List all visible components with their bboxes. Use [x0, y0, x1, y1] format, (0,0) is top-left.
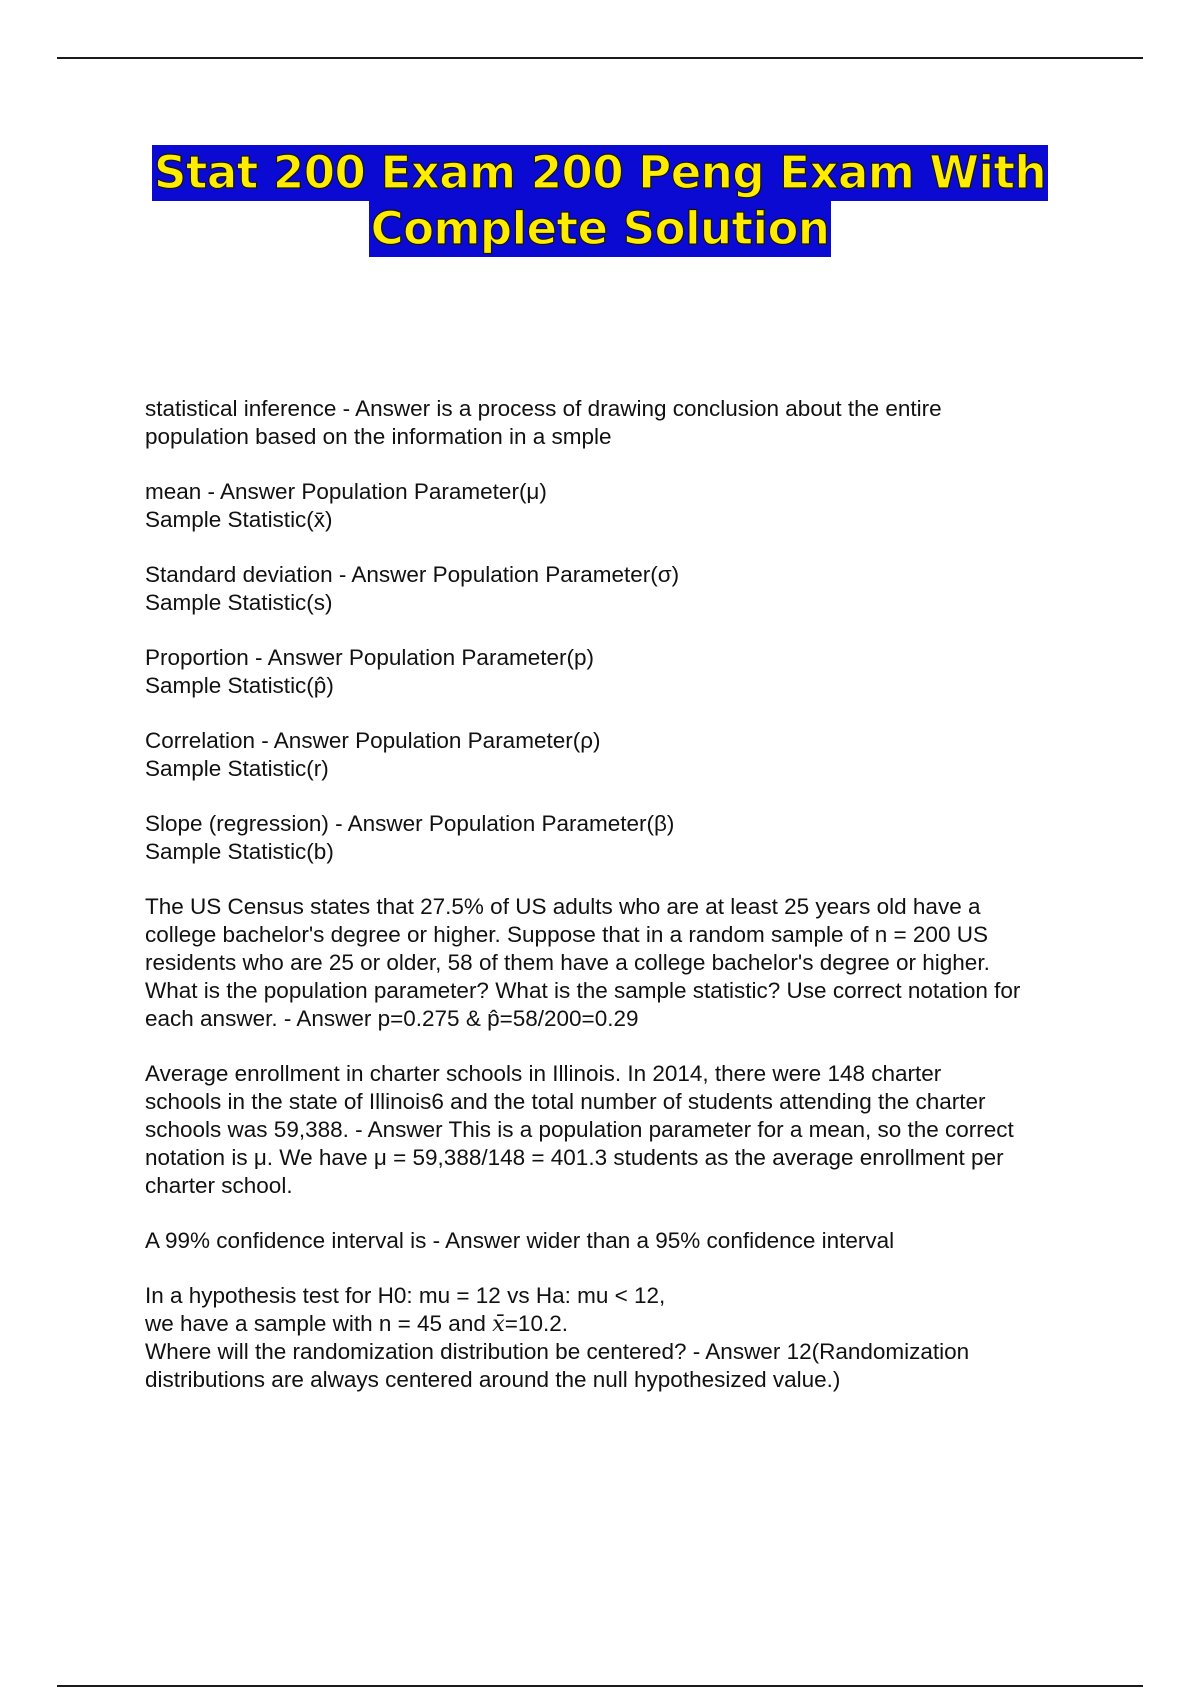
- text-line: Where will the randomization distribution be centered? - Answer 12(Randomization: [145, 1339, 970, 1364]
- text-line: schools was 59,388. - Answer This is a population parameter for a mean, so the correct: [145, 1117, 1014, 1142]
- document-body: [145, 395, 1095, 1421]
- text-line: Slope (regression) - Answer Population Parameter(β): [145, 811, 675, 836]
- text-line: Sample Statistic(p̂): [145, 673, 334, 698]
- document-title: [0, 145, 1200, 257]
- top-rule: [57, 57, 1143, 59]
- qa-entry: [145, 561, 1095, 617]
- text-line: In a hypothesis test for H0: mu = 12 vs Ha: mu < 12,: [145, 1283, 666, 1308]
- text-line: Correlation - Answer Population Parameter(ρ): [145, 728, 601, 753]
- text-line: A 99% confidence interval is - Answer wider than a 95% confidence interval: [145, 1228, 895, 1253]
- text-line: population based on the information in a smple: [145, 424, 612, 449]
- text-line: distributions are always centered around the null hypothesized value.): [145, 1367, 841, 1392]
- qa-entry: [145, 893, 1095, 1033]
- title-line-2: Complete Solution: [370, 202, 830, 255]
- qa-entry: [145, 395, 1095, 451]
- text-line: notation is μ. We have μ = 59,388/148 = 401.3 students as the average enrollment per: [145, 1145, 1004, 1170]
- text-line: Sample Statistic(b): [145, 839, 334, 864]
- text-line: The US Census states that 27.5% of US adults who are at least 25 years old have a: [145, 894, 981, 919]
- text-line: Sample Statistic(r): [145, 756, 329, 781]
- text-line: Average enrollment in charter schools in Illinois. In 2014, there were 148 charter: [145, 1061, 942, 1086]
- text-line: [145, 1310, 1095, 1338]
- qa-entry: [145, 727, 1095, 783]
- text-line: college bachelor's degree or higher. Suppose that in a random sample of n = 200 US: [145, 922, 988, 947]
- qa-entry-hypothesis: [145, 1282, 1095, 1394]
- text-line: charter school.: [145, 1173, 293, 1198]
- qa-entry: [145, 1227, 1095, 1255]
- qa-entry: [145, 478, 1095, 534]
- text-fragment: =10.2.: [504, 1311, 568, 1336]
- text-line: Sample Statistic(s): [145, 590, 333, 615]
- text-line: mean - Answer Population Parameter(μ): [145, 479, 547, 504]
- qa-entry: [145, 1060, 1095, 1200]
- qa-entry: [145, 810, 1095, 866]
- title-line-1: Stat 200 Exam 200 Peng Exam With: [153, 146, 1047, 199]
- text-line: residents who are 25 or older, 58 of them have a college bachelor's degree or higher.: [145, 950, 990, 975]
- text-line: schools in the state of Illinois6 and the total number of students attending the charter: [145, 1089, 986, 1114]
- text-fragment: we have a sample with n = 45 and: [145, 1311, 493, 1336]
- text-line: each answer. - Answer p=0.275 & p̂=58/200=0.29: [145, 1006, 639, 1031]
- text-line: What is the population parameter? What is the sample statistic? Use correct notation for: [145, 978, 1021, 1003]
- qa-entry: [145, 644, 1095, 700]
- bottom-rule: [57, 1685, 1143, 1687]
- text-line: Standard deviation - Answer Population Parameter(σ): [145, 562, 680, 587]
- text-line: Proportion - Answer Population Parameter(p): [145, 645, 594, 670]
- xbar-symbol: x̄: [492, 1311, 505, 1337]
- text-line: Sample Statistic(x̄): [145, 507, 333, 532]
- text-line: statistical inference - Answer is a process of drawing conclusion about the entire: [145, 396, 942, 421]
